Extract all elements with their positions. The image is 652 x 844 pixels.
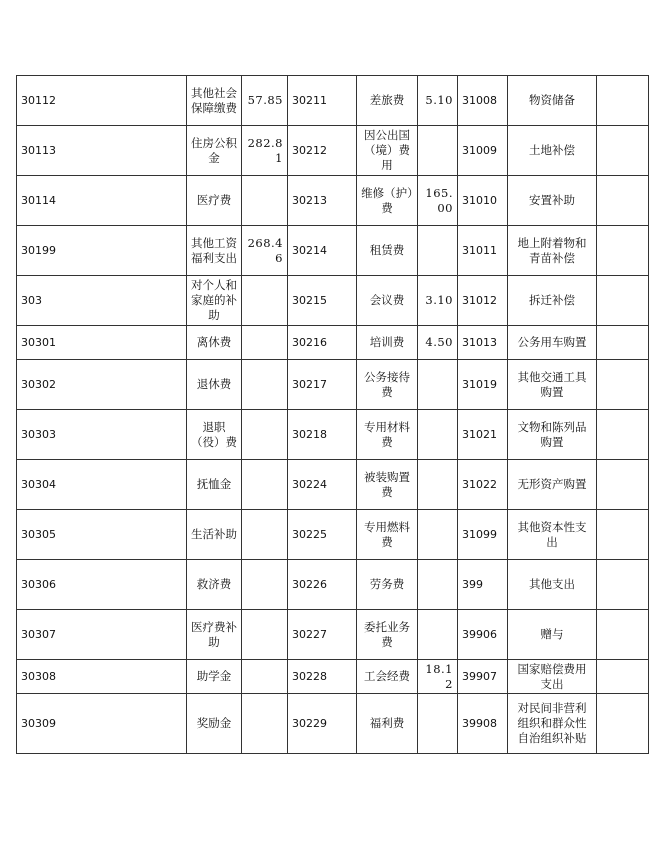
table-row <box>17 660 649 694</box>
amount-1 <box>242 660 288 694</box>
amount-1: 57.85 <box>242 76 288 126</box>
amount-2 <box>418 126 458 176</box>
econ-item-name-1: 救济费 <box>187 560 242 610</box>
econ-code-1: 30306 <box>17 560 187 610</box>
table-row <box>17 410 649 460</box>
econ-code-2: 30226 <box>288 560 357 610</box>
econ-code-3: 399 <box>458 560 508 610</box>
table-row <box>17 326 649 360</box>
amount-2 <box>418 226 458 276</box>
econ-item-name-3: 土地补偿 <box>508 126 597 176</box>
econ-item-name-2: 因公出国（境）费用 <box>357 126 418 176</box>
econ-code-3: 39907 <box>458 660 508 694</box>
econ-code-2: 30217 <box>288 360 357 410</box>
table-row <box>17 76 649 126</box>
econ-code-2: 30215 <box>288 276 357 326</box>
econ-item-name-3: 其他交通工具购置 <box>508 360 597 410</box>
econ-code-2: 30224 <box>288 460 357 510</box>
econ-item-name-1: 其他社会保障缴费 <box>187 76 242 126</box>
econ-item-name-2: 专用材料费 <box>357 410 418 460</box>
econ-code-1: 30308 <box>17 660 187 694</box>
econ-item-name-2: 租赁费 <box>357 226 418 276</box>
econ-item-name-3: 公务用车购置 <box>508 326 597 360</box>
econ-item-name-1: 生活补助 <box>187 510 242 560</box>
amount-2 <box>418 610 458 660</box>
amount-2 <box>418 694 458 754</box>
econ-code-3: 31021 <box>458 410 508 460</box>
amount-2: 4.50 <box>418 326 458 360</box>
econ-code-3: 31012 <box>458 276 508 326</box>
econ-code-2: 30229 <box>288 694 357 754</box>
amount-1 <box>242 460 288 510</box>
amount-3 <box>597 410 649 460</box>
econ-code-2: 30227 <box>288 610 357 660</box>
amount-3 <box>597 126 649 176</box>
econ-code-3: 31099 <box>458 510 508 560</box>
amount-1 <box>242 176 288 226</box>
econ-code-1: 30304 <box>17 460 187 510</box>
amount-3 <box>597 694 649 754</box>
table-row <box>17 694 649 754</box>
econ-code-3: 31013 <box>458 326 508 360</box>
table-row <box>17 360 649 410</box>
econ-item-name-2: 福利费 <box>357 694 418 754</box>
econ-item-name-2: 专用燃料费 <box>357 510 418 560</box>
econ-item-name-1: 奖励金 <box>187 694 242 754</box>
econ-item-name-2: 委托业务费 <box>357 610 418 660</box>
econ-item-name-2: 培训费 <box>357 326 418 360</box>
econ-code-2: 30228 <box>288 660 357 694</box>
econ-item-name-3: 其他支出 <box>508 560 597 610</box>
amount-1: 268.46 <box>242 226 288 276</box>
econ-item-name-2: 工会经费 <box>357 660 418 694</box>
econ-item-name-3: 其他资本性支出 <box>508 510 597 560</box>
econ-code-3: 31011 <box>458 226 508 276</box>
econ-item-name-1: 退职（役）费 <box>187 410 242 460</box>
amount-3 <box>597 176 649 226</box>
econ-code-3: 31010 <box>458 176 508 226</box>
table-row <box>17 510 649 560</box>
econ-code-2: 30213 <box>288 176 357 226</box>
econ-code-1: 30199 <box>17 226 187 276</box>
budget-expenditure-table <box>16 75 649 754</box>
amount-3 <box>597 226 649 276</box>
econ-item-name-1: 离休费 <box>187 326 242 360</box>
amount-3 <box>597 76 649 126</box>
amount-1 <box>242 276 288 326</box>
econ-code-3: 31009 <box>458 126 508 176</box>
amount-3 <box>597 460 649 510</box>
table-row <box>17 610 649 660</box>
econ-code-1: 30114 <box>17 176 187 226</box>
amount-3 <box>597 660 649 694</box>
econ-code-3: 31022 <box>458 460 508 510</box>
amount-2 <box>418 410 458 460</box>
amount-2 <box>418 460 458 510</box>
econ-code-3: 39906 <box>458 610 508 660</box>
amount-2: 5.10 <box>418 76 458 126</box>
amount-1 <box>242 360 288 410</box>
amount-3 <box>597 510 649 560</box>
econ-item-name-2: 维修（护）费 <box>357 176 418 226</box>
econ-code-1: 303 <box>17 276 187 326</box>
econ-code-3: 31019 <box>458 360 508 410</box>
amount-3 <box>597 560 649 610</box>
econ-item-name-3: 国家赔偿费用支出 <box>508 660 597 694</box>
econ-item-name-3: 地上附着物和青苗补偿 <box>508 226 597 276</box>
amount-1 <box>242 560 288 610</box>
table-row <box>17 276 649 326</box>
econ-code-1: 30307 <box>17 610 187 660</box>
amount-1: 282.81 <box>242 126 288 176</box>
econ-code-3: 39908 <box>458 694 508 754</box>
econ-item-name-3: 赠与 <box>508 610 597 660</box>
amount-3 <box>597 360 649 410</box>
econ-item-name-3: 无形资产购置 <box>508 460 597 510</box>
amount-1 <box>242 610 288 660</box>
econ-item-name-1: 医疗费补助 <box>187 610 242 660</box>
econ-item-name-1: 退休费 <box>187 360 242 410</box>
table-body <box>17 76 649 754</box>
econ-code-1: 30113 <box>17 126 187 176</box>
econ-item-name-1: 住房公积金 <box>187 126 242 176</box>
amount-1 <box>242 410 288 460</box>
econ-code-1: 30302 <box>17 360 187 410</box>
econ-item-name-3: 对民间非营利组织和群众性自治组织补贴 <box>508 694 597 754</box>
econ-code-1: 30112 <box>17 76 187 126</box>
table-row <box>17 126 649 176</box>
econ-item-name-1: 助学金 <box>187 660 242 694</box>
econ-code-2: 30218 <box>288 410 357 460</box>
amount-1 <box>242 694 288 754</box>
econ-item-name-3: 拆迁补偿 <box>508 276 597 326</box>
econ-item-name-3: 文物和陈列品购置 <box>508 410 597 460</box>
amount-2 <box>418 560 458 610</box>
econ-item-name-1: 医疗费 <box>187 176 242 226</box>
amount-1 <box>242 510 288 560</box>
amount-2: 18.12 <box>418 660 458 694</box>
econ-item-name-1: 抚恤金 <box>187 460 242 510</box>
table-row <box>17 560 649 610</box>
econ-code-2: 30216 <box>288 326 357 360</box>
amount-3 <box>597 610 649 660</box>
amount-3 <box>597 276 649 326</box>
econ-item-name-2: 劳务费 <box>357 560 418 610</box>
table-row <box>17 460 649 510</box>
amount-2 <box>418 360 458 410</box>
amount-2: 165.00 <box>418 176 458 226</box>
amount-2 <box>418 510 458 560</box>
amount-3 <box>597 326 649 360</box>
econ-item-name-2: 会议费 <box>357 276 418 326</box>
econ-code-2: 30212 <box>288 126 357 176</box>
econ-item-name-2: 公务接待费 <box>357 360 418 410</box>
econ-item-name-1: 对个人和家庭的补助 <box>187 276 242 326</box>
amount-2: 3.10 <box>418 276 458 326</box>
amount-1 <box>242 326 288 360</box>
econ-code-1: 30303 <box>17 410 187 460</box>
table-row <box>17 176 649 226</box>
econ-code-2: 30211 <box>288 76 357 126</box>
econ-code-1: 30309 <box>17 694 187 754</box>
table-row <box>17 226 649 276</box>
econ-code-1: 30305 <box>17 510 187 560</box>
econ-item-name-1: 其他工资福利支出 <box>187 226 242 276</box>
econ-item-name-2: 被装购置费 <box>357 460 418 510</box>
econ-code-2: 30225 <box>288 510 357 560</box>
econ-code-2: 30214 <box>288 226 357 276</box>
econ-item-name-3: 安置补助 <box>508 176 597 226</box>
econ-item-name-3: 物资储备 <box>508 76 597 126</box>
econ-code-1: 30301 <box>17 326 187 360</box>
econ-code-3: 31008 <box>458 76 508 126</box>
econ-item-name-2: 差旅费 <box>357 76 418 126</box>
